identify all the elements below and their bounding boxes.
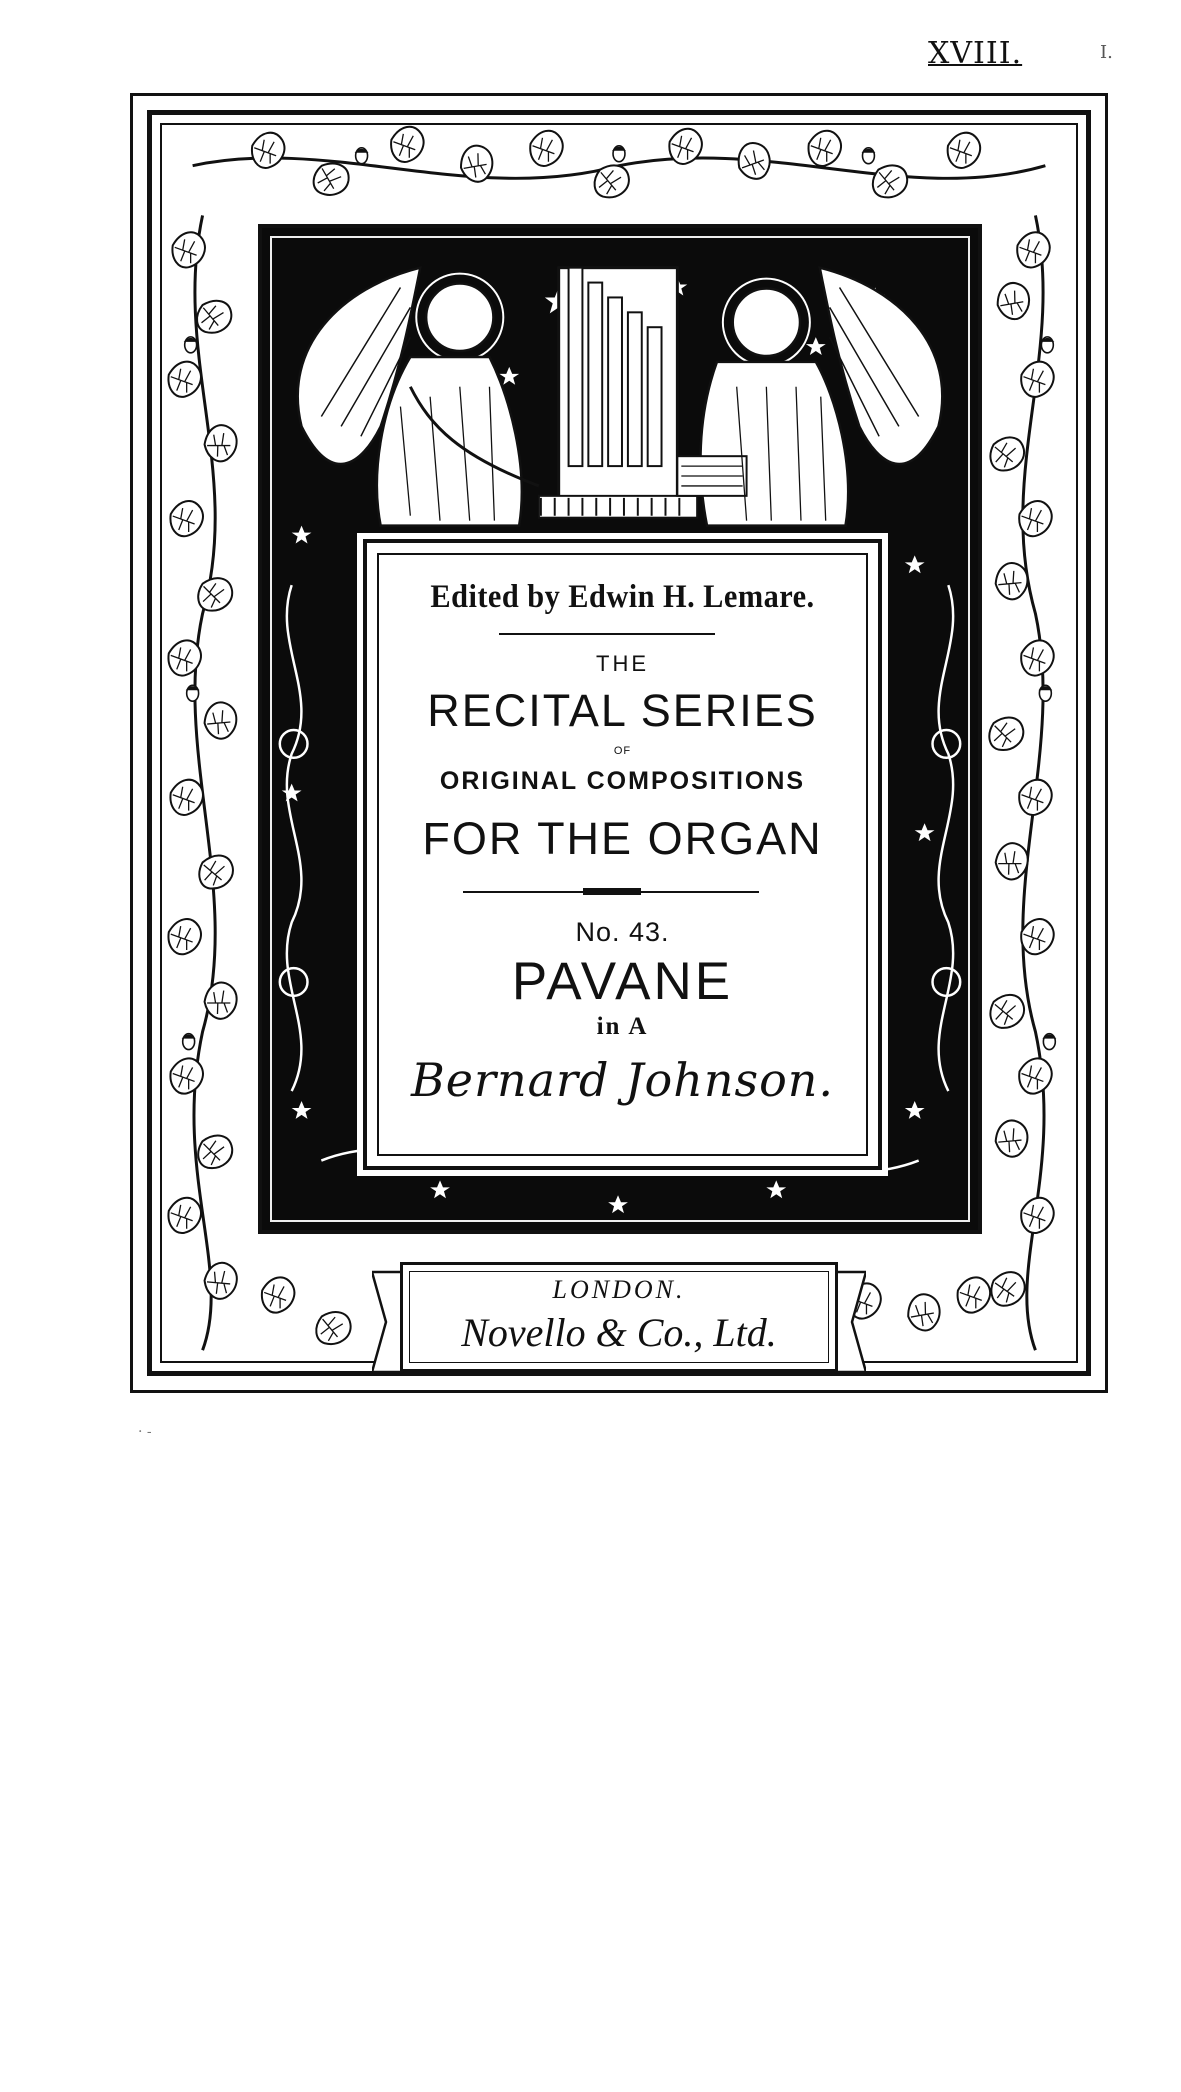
composer-name: Bernard Johnson. <box>410 1053 835 1107</box>
series-instrument: FOR THE ORGAN <box>422 813 823 864</box>
work-number: No. 43. <box>575 917 670 947</box>
cover-frame <box>130 93 1108 1393</box>
series-of: OF <box>613 745 632 757</box>
left-angel-icon <box>298 268 539 526</box>
editor-credit: Edited by Edwin H. Lemare. <box>430 579 815 615</box>
work-key: in A <box>596 1013 649 1040</box>
series-subtitle: ORIGINAL COMPOSITIONS <box>439 767 806 795</box>
title-panel <box>363 539 882 1170</box>
publisher-city: LONDON. <box>552 1275 686 1304</box>
corner-mark: I. <box>1100 42 1113 63</box>
right-angel-icon <box>677 268 942 526</box>
series-name: RECITAL SERIES <box>427 685 818 736</box>
page-speck: · - <box>138 1424 152 1440</box>
organ-icon <box>539 268 697 518</box>
publisher-box <box>400 1262 838 1372</box>
divider-rule-accent <box>583 888 641 895</box>
publisher-name: Novello & Co., Ltd. <box>461 1310 777 1355</box>
shelf-mark: XVIII. <box>928 36 1023 71</box>
work-title: PAVANE <box>511 952 734 1011</box>
divider-rule <box>499 633 715 635</box>
series-article: THE <box>596 651 649 676</box>
